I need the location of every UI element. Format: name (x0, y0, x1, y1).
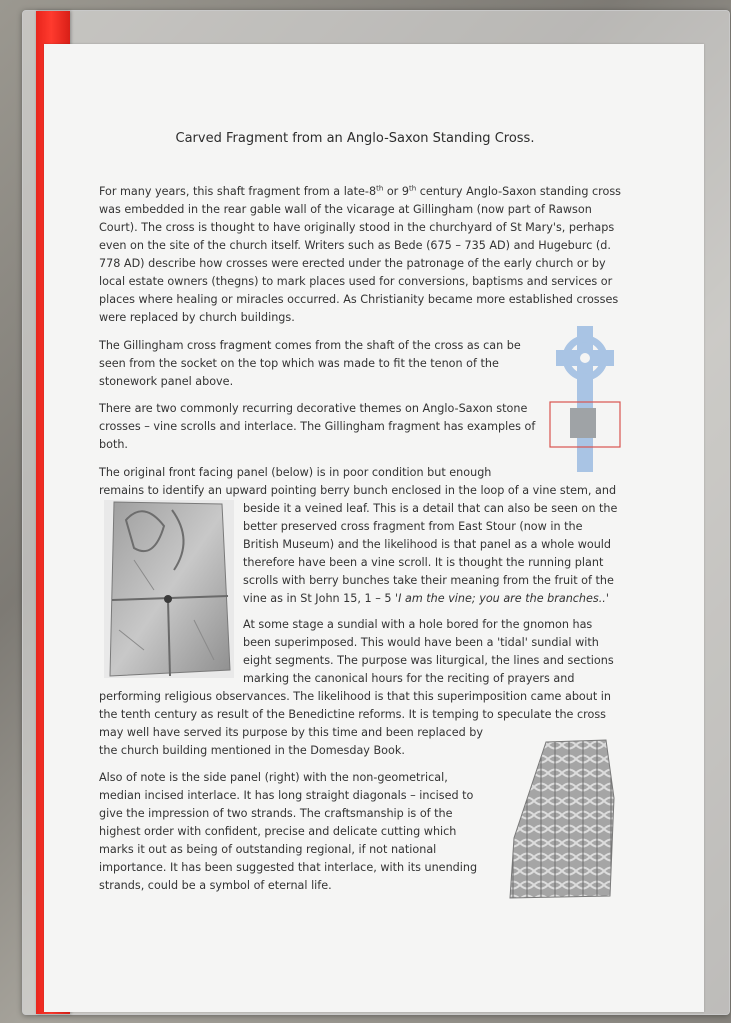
text-line: even on the site of the church itself. Writers such as Bede (675 – 735 AD) and Hugeburc (d. (99, 239, 611, 252)
text-line: crosses – vine scrolls and interlace. The Gillingham fragment has examples of (99, 420, 536, 433)
text-line: marking the canonical hours for the reciting of prayers and (243, 672, 575, 685)
text-line: For many years, this shaft fragment from a late-8th or 9th century Anglo-Saxon standing cross (99, 184, 621, 198)
text-line: There are two commonly recurring decorative themes on Anglo-Saxon stone (99, 402, 528, 415)
text-line: marks it out as being of outstanding regional, if not national (99, 843, 437, 856)
text-line: the tenth century as result of the Benedictine reforms. It is temping to speculate the cross (99, 708, 606, 721)
text-line: The Gillingham cross fragment comes from the shaft of the cross as can be (99, 339, 521, 352)
text-line: At some stage a sundial with a hole bored for the gnomon has (243, 618, 593, 631)
text-line: the church building mentioned in the Domesday Book. (99, 744, 405, 757)
text-line: importance. It has been suggested that interlace, with its unending (99, 861, 478, 874)
side-panel-interlace-photo (506, 738, 618, 900)
paragraph-sundial (243, 616, 623, 688)
text-line: median incised interlace. It has long straight diagonals – incised to (99, 789, 474, 802)
text-line: places where healing or miracles occurred. As Christianity became more established crosses (99, 293, 619, 306)
text-line: give the impression of two strands. The craftsmanship is of the (99, 807, 453, 820)
text-line: both. (99, 438, 128, 451)
paragraph-front-panel (99, 464, 619, 500)
paragraph-front-panel-continued (243, 500, 623, 608)
text-line: 778 AD) describe how crosses were erected under the patronage of the early church or by (99, 257, 606, 270)
text-line: seen from the socket on the top which was made to fit the tenon of the (99, 357, 499, 370)
paragraph-shaft (99, 337, 539, 391)
text-line: remains to identify an upward pointing berry bunch enclosed in the loop of a vine stem, and (99, 484, 617, 497)
text-line: beside it a veined leaf. This is a detail that can also be seen on the (243, 502, 618, 515)
front-panel-photo (104, 500, 234, 678)
text-line: Also of note is the side panel (right) with the non-geometrical, (99, 771, 448, 784)
text-line: highest order with confident, precise and delicate cutting which (99, 825, 457, 838)
text-line: vine as in St John 15, 1 – 5 'I am the vine; you are the branches..' (243, 592, 609, 605)
text-line: was embedded in the rear gable wall of the vicarage at Gillingham (now part of Rawson (99, 203, 592, 216)
text-line: scrolls with berry bunches take their meaning from the fruit of the (243, 574, 614, 587)
paragraph-themes (99, 400, 544, 454)
paragraph-history (99, 183, 619, 327)
text-line: therefore have been a vine scroll. It is thought the running plant (243, 556, 604, 569)
text-line: were replaced by church buildings. (99, 311, 295, 324)
text-line: been superimposed. This would have been a 'tidal' sundial with (243, 636, 599, 649)
text-line: eight segments. The purpose was liturgical, the lines and sections (243, 654, 614, 667)
text-line: stonework panel above. (99, 375, 234, 388)
text-line: local estate owners (thegns) to mark places used for conversions, baptisms and services or (99, 275, 613, 288)
text-line: British Museum) and the likelihood is that panel as a whole would (243, 538, 612, 551)
text-line: strands, could be a symbol of eternal life. (99, 879, 332, 892)
cross-diagram (548, 324, 624, 474)
text-line: better preserved cross fragment from East Stour (now in the (243, 520, 583, 533)
text-line: Court). The cross is thought to have originally stood in the churchyard of St Mary's, perhaps (99, 221, 615, 234)
paragraph-side-panel (99, 769, 499, 895)
fragment-thumbnail (570, 408, 596, 438)
text-line: may well have served its purpose by this time and been replaced by (99, 726, 484, 739)
text-line: performing religious observances. The likelihood is that this superimposition came about in (99, 690, 611, 703)
text-line: The original front facing panel (below) is in poor condition but enough (99, 466, 492, 479)
cross-icon (556, 326, 614, 472)
page-title: Carved Fragment from an Anglo-Saxon Standing Cross. (175, 131, 535, 146)
